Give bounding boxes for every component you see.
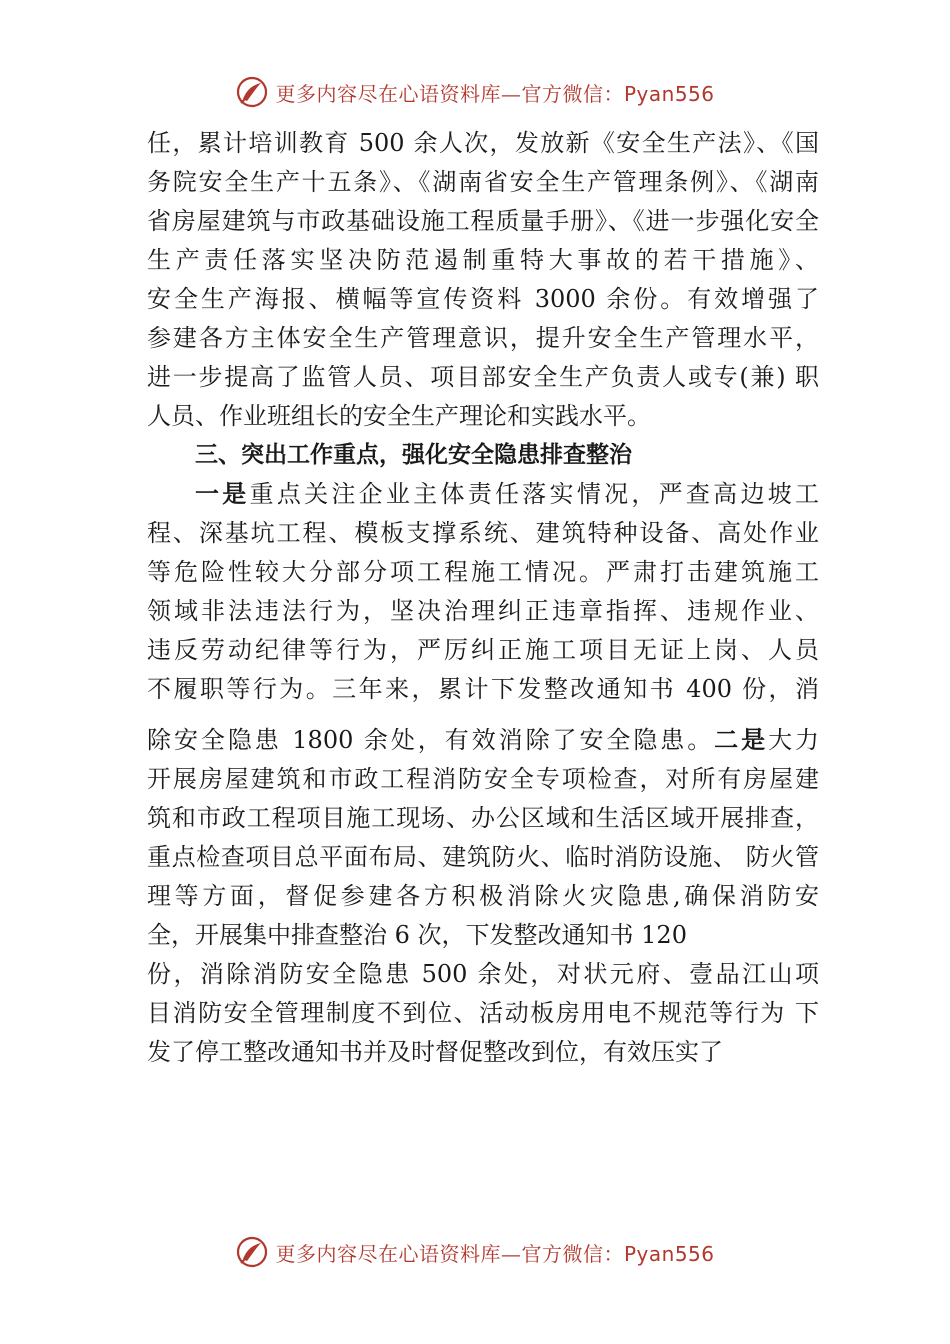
brand-logo-icon [235, 1235, 269, 1269]
banner-text: 更多内容尽在心语资料库—官方微信：Pyan556 [275, 1241, 715, 1266]
header-banner [0, 72, 950, 112]
document-body [147, 124, 819, 1072]
text-line: 程、深基坑工程、模板支撑系统、建筑特种设备、高处作业 [147, 519, 819, 547]
text-line: 进一步提高了监管人员、项目部安全生产负责人或专(兼) 职 [147, 363, 819, 391]
section-heading: 三、突出工作重点，强化安全隐患排查整治 [195, 442, 632, 468]
text-line: 人员、作业班组长的安全生产理论和实践水平。 [147, 402, 651, 430]
footer-banner [0, 1232, 950, 1272]
text-line: 重点检查项目总平面布局、建筑防火、临时消防设施、 防火管 [147, 843, 819, 871]
text-line: 省房屋建筑与市政基础设施工程质量手册》、《进一步强化安全 [147, 207, 819, 235]
lead-label: 一是 [195, 480, 250, 508]
text-line: 务院安全生产十五条》、《湖南省安全生产管理条例》、《湖南 [147, 168, 819, 196]
text-line: 一是重点关注企业主体责任落实情况，严查高边坡工 [195, 480, 819, 508]
text-line: 筑和市政工程项目施工现场、办公区域和生活区域开展排查， [147, 804, 819, 832]
text-line: 违反劳动纪律等行为，严厉纠正施工项目无证上岗、人员 [147, 636, 819, 664]
text-line: 开展房屋建筑和市政工程消防安全专项检查，对所有房屋建 [147, 765, 819, 793]
text-line: 等危险性较大分部分项工程施工情况。严肃打击建筑施工 [147, 558, 819, 586]
text-line: 理等方面，督促参建各方积极消除火灾隐患,确保消防安 [147, 882, 819, 910]
text-line: 目消防安全管理制度不到位、活动板房用电不规范等行为 下 [147, 999, 819, 1027]
text-line: 生产责任落实坚决防范遏制重特大事故的若干措施》、 [147, 246, 819, 274]
wechat-id: Pyan556 [623, 81, 715, 106]
text-line: 不履职等行为。三年来，累计下发整改通知书 400 份，消 [147, 675, 819, 703]
text-line: 安全生产海报、横幅等宣传资料 3000 余份。有效增强了 [147, 285, 819, 313]
banner-text: 更多内容尽在心语资料库—官方微信：Pyan556 [275, 81, 715, 106]
text-line: 全，开展集中排查整治 6 次，下发整改通知书 120 [147, 921, 687, 949]
text-line: 领域非法违法行为，坚决治理纠正违章指挥、违规作业、 [147, 597, 819, 625]
text-line: 参建各方主体安全生产管理意识，提升安全生产管理水平， [147, 324, 819, 352]
text-line: 除安全隐患 1800 余处，有效消除了安全隐患。二是大力 [147, 726, 820, 754]
brand-logo-icon [235, 75, 269, 109]
text-line: 任，累计培训教育 500 余人次，发放新《安全生产法》、《国 [147, 129, 819, 157]
text-line: 发了停工整改通知书并及时督促整改到位，有效压实了 [147, 1038, 723, 1066]
wechat-id: Pyan556 [623, 1241, 715, 1266]
text-line: 份，消除消防安全隐患 500 余处，对状元府、壹品江山项 [147, 960, 819, 988]
lead-label: 二是 [714, 726, 769, 754]
